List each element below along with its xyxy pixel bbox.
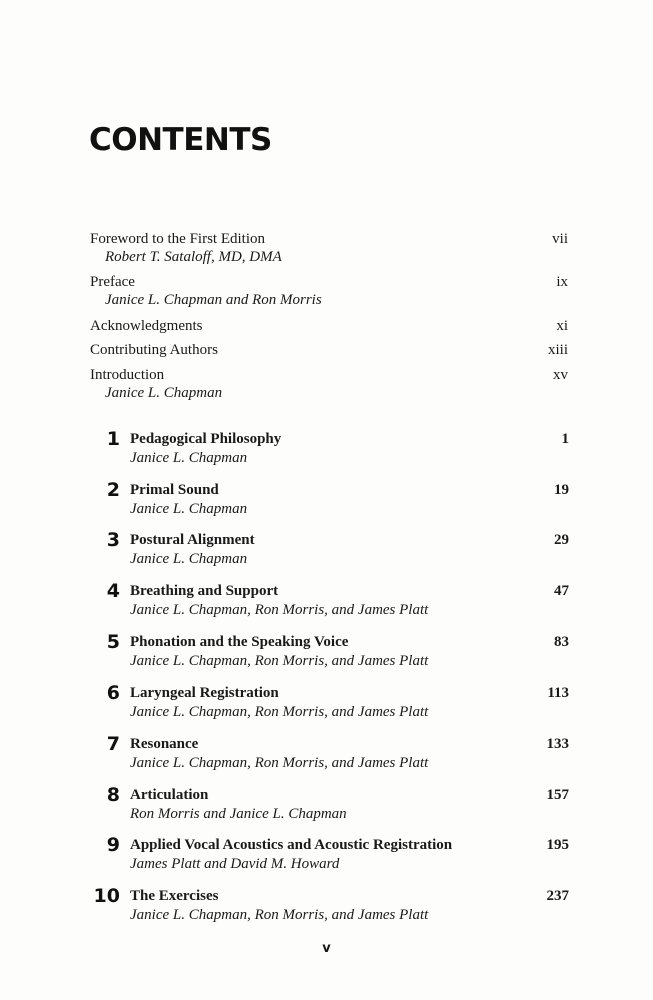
entry-page: xv <box>553 367 568 383</box>
front-matter-entry <box>90 273 568 309</box>
entry-page: vii <box>552 231 568 247</box>
chapter-number: 10 <box>93 885 120 907</box>
entry-author: Robert T. Sataloff, MD, DMA <box>105 249 282 265</box>
chapter-author: James Platt and David M. Howard <box>130 856 340 872</box>
chapter-title: Phonation and the Speaking Voice <box>130 634 349 650</box>
entry-title: Contributing Authors <box>90 342 218 358</box>
chapter-page: 157 <box>546 787 569 803</box>
chapter-page: 29 <box>554 532 569 548</box>
chapter-title: Pedagogical Philosophy <box>130 431 282 447</box>
chapter-page: 1 <box>561 431 569 447</box>
chapter-author: Janice L. Chapman, Ron Morris, and James Platt <box>130 907 429 923</box>
entry-title: Acknowledgments <box>90 318 203 334</box>
chapter-number: 4 <box>106 580 120 602</box>
chapter-author: Ron Morris and Janice L. Chapman <box>130 806 347 822</box>
chapter-title: The Exercises <box>130 888 219 904</box>
entry-title: Preface <box>90 274 135 290</box>
chapter-author: Janice L. Chapman <box>130 501 248 517</box>
front-matter-entry <box>90 341 568 359</box>
chapter-author: Janice L. Chapman <box>130 551 248 567</box>
entry-title: Foreword to the First Edition <box>90 231 265 247</box>
chapter-title: Articulation <box>130 787 209 803</box>
chapter-page: 195 <box>546 837 569 853</box>
chapter-author: Janice L. Chapman, Ron Morris, and James Platt <box>130 704 429 720</box>
entry-page: ix <box>556 274 568 290</box>
chapter-title: Primal Sound <box>130 482 219 498</box>
chapter-author: Janice L. Chapman, Ron Morris, and James Platt <box>130 653 429 669</box>
chapter-title: Applied Vocal Acoustics and Acoustic Registration <box>130 837 453 853</box>
chapter-number: 1 <box>106 428 120 450</box>
entry-page: xiii <box>547 342 568 358</box>
chapter-title: Laryngeal Registration <box>130 685 279 701</box>
chapter-number: 6 <box>106 682 120 704</box>
chapter-page: 47 <box>554 583 569 599</box>
chapter-page: 237 <box>546 888 569 904</box>
chapter-title: Postural Alignment <box>130 532 255 548</box>
entry-author: Janice L. Chapman <box>105 385 223 401</box>
chapter-author: Janice L. Chapman <box>130 450 248 466</box>
chapter-page: 113 <box>547 685 569 701</box>
front-matter-entry <box>90 230 568 266</box>
chapter-page: 83 <box>554 634 569 650</box>
chapter-author: Janice L. Chapman, Ron Morris, and James Platt <box>130 755 429 771</box>
chapter-title: Resonance <box>130 736 199 752</box>
chapter-page: 19 <box>554 482 569 498</box>
chapter-number: 9 <box>106 834 120 856</box>
chapter-number: 3 <box>106 529 120 551</box>
chapter-author: Janice L. Chapman, Ron Morris, and James Platt <box>130 602 429 618</box>
page-title: CONTENTS <box>89 122 272 158</box>
chapter-page: 133 <box>546 736 569 752</box>
chapter-number: 5 <box>106 631 120 653</box>
front-matter-entry <box>90 317 568 335</box>
entry-title: Introduction <box>90 367 165 383</box>
entry-page: xi <box>556 318 568 334</box>
front-matter-entry <box>90 366 568 402</box>
page-number: v <box>322 941 331 956</box>
chapter-title: Breathing and Support <box>130 583 279 599</box>
entry-author: Janice L. Chapman and Ron Morris <box>105 292 322 308</box>
chapter-number: 7 <box>106 733 120 755</box>
chapter-number: 2 <box>106 479 120 501</box>
chapter-number: 8 <box>106 784 120 806</box>
